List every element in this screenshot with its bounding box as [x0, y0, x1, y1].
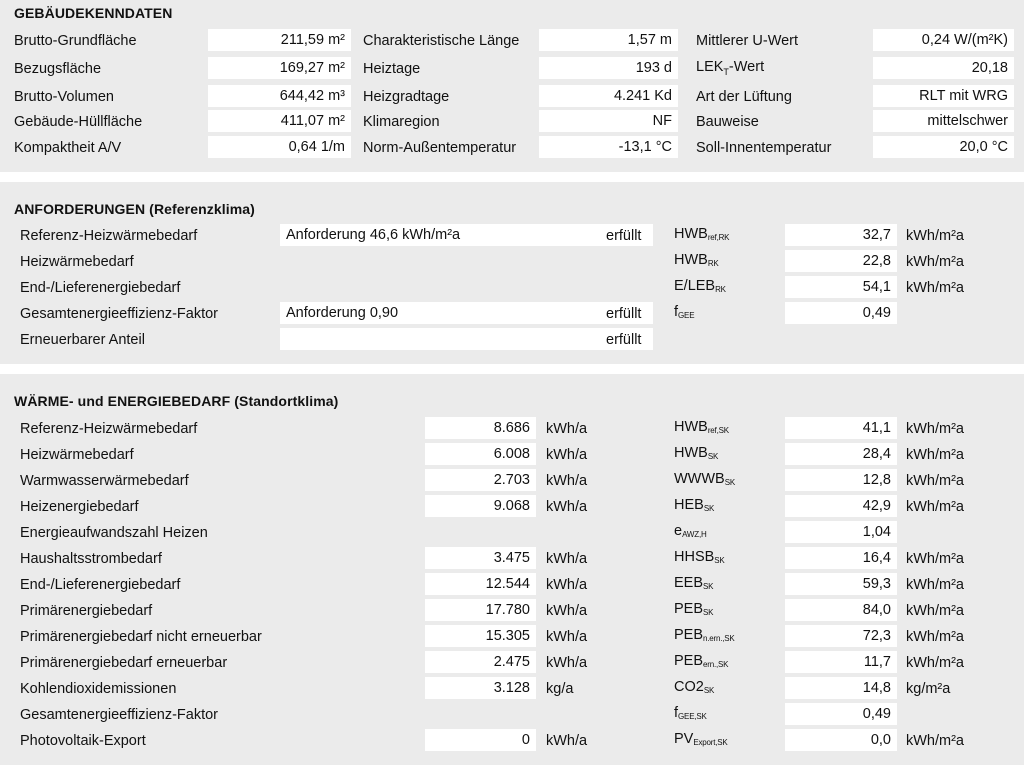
- kennzahl-unit: kWh/m²a: [906, 228, 964, 244]
- bedarf-unit: kWh/a: [546, 473, 588, 489]
- gebaeudekenndaten-heading: GEBÄUDEKENNDATEN: [14, 5, 173, 21]
- bedarf-value: 15.305: [425, 625, 536, 647]
- bedarf-value: 8.686: [425, 417, 536, 439]
- kennzahl-unit: kWh/m²a: [906, 577, 964, 593]
- kenndaten-label: Heiztage: [363, 61, 421, 77]
- kennzahl-symbol: $HWB_{ref,RK}$: [674, 226, 730, 242]
- kennzahl-symbol: $e_{AWZ,H}$: [674, 523, 707, 539]
- bedarf-label: Haushaltsstrombedarf: [20, 551, 162, 567]
- kenndaten-label: Art der Lüftung: [696, 89, 792, 105]
- bedarf-label: Gesamtenergieeffizienz-Faktor: [20, 707, 218, 723]
- kennzahl-unit: kWh/m²a: [906, 733, 964, 749]
- bedarf-label: Warmwasserwärmebedarf: [20, 473, 189, 489]
- kenndaten-value: RLT mit WRG: [873, 85, 1014, 107]
- kenndaten-label: Norm-Außentemperatur: [363, 140, 517, 156]
- kenndaten-label: Kompaktheit A/V: [14, 140, 122, 156]
- kennzahl-unit: kWh/m²a: [906, 473, 964, 489]
- kennzahl-symbol: $PEB_{SK}$: [674, 601, 714, 617]
- kennzahl-value: 28,4: [785, 443, 897, 465]
- kennzahl-symbol: $HHSB_{SK}$: [674, 549, 725, 565]
- kennzahl-unit: kg/m²a: [906, 681, 951, 697]
- status-erfuellt: erfüllt: [606, 306, 642, 322]
- bedarf-label: Primärenergiebedarf nicht erneuerbar: [20, 629, 262, 645]
- kennzahl-value: 14,8: [785, 677, 897, 699]
- kenndaten-label: Gebäude-Hüllfläche: [14, 114, 143, 130]
- kennzahl-value: 59,3: [785, 573, 897, 595]
- bedarf-value: 6.008: [425, 443, 536, 465]
- anforderung-box: [280, 328, 653, 350]
- kennzahl-symbol: $EEB_{SK}$: [674, 575, 714, 591]
- bedarf-unit: kWh/a: [546, 447, 588, 463]
- kenndaten-label: Heizgradtage: [363, 89, 450, 105]
- kennzahl-value: 32,7: [785, 224, 897, 246]
- bedarf-label: Heizwärmebedarf: [20, 447, 134, 463]
- kennzahl-symbol: $PV_{Export,SK}$: [674, 731, 728, 747]
- kennzahl-unit: kWh/m²a: [906, 499, 964, 515]
- kennzahl-symbol: $f_{GEE}$: [674, 304, 695, 320]
- bedarf-value: 2.475: [425, 651, 536, 673]
- kennzahl-symbol: $PEB_{n.ern.,SK}$: [674, 627, 735, 643]
- kennzahl-unit: kWh/m²a: [906, 629, 964, 645]
- kenndaten-value: 4.241 Kd: [539, 85, 678, 107]
- kennzahl-unit: kWh/m²a: [906, 421, 964, 437]
- kennzahl-unit: kWh/m²a: [906, 447, 964, 463]
- kennzahl-unit: kWh/m²a: [906, 551, 964, 567]
- kenndaten-value: 169,27 m²: [208, 57, 351, 79]
- kennzahl-symbol: $WWWB_{SK}$: [674, 471, 736, 487]
- kennzahl-value: 84,0: [785, 599, 897, 621]
- anforderung-label: Heizwärmebedarf: [20, 254, 134, 270]
- kenndaten-value: 211,59 m²: [208, 29, 351, 51]
- separator: [0, 364, 1024, 374]
- kennzahl-symbol: $HWB_{SK}$: [674, 445, 719, 461]
- kenndaten-label: Brutto-Volumen: [14, 89, 114, 105]
- bedarf-label: Photovoltaik-Export: [20, 733, 146, 749]
- kennzahl-value: 1,04: [785, 521, 897, 543]
- bedarf-value: 12.544: [425, 573, 536, 595]
- bedarf-value: 2.703: [425, 469, 536, 491]
- bedarf-unit: kWh/a: [546, 551, 588, 567]
- kenndaten-value: NF: [539, 110, 678, 132]
- kennzahl-value: 22,8: [785, 250, 897, 272]
- kennzahl-value: 0,49: [785, 302, 897, 324]
- kenndaten-value: 0,24 W/(m²K): [873, 29, 1014, 51]
- kennzahl-value: 11,7: [785, 651, 897, 673]
- kenndaten-label: Klimaregion: [363, 114, 440, 130]
- kenndaten-value: 20,0 °C: [873, 136, 1014, 158]
- anforderungen-heading: ANFORDERUNGEN (Referenzklima): [14, 201, 255, 217]
- kenndaten-label: Brutto-Grundfläche: [14, 33, 137, 49]
- bedarf-label: End-/Lieferenergiebedarf: [20, 577, 181, 593]
- kennzahl-unit: kWh/m²a: [906, 254, 964, 270]
- anforderung-label: Referenz-Heizwärmebedarf: [20, 228, 198, 244]
- kenndaten-value: 0,64 1/m: [208, 136, 351, 158]
- bedarf-unit: kg/a: [546, 681, 574, 697]
- bedarf-unit: kWh/a: [546, 499, 588, 515]
- kennzahl-value: 0,49: [785, 703, 897, 725]
- bedarf-label: Kohlendioxidemissionen: [20, 681, 177, 697]
- bedarf-label: Primärenergiebedarf erneuerbar: [20, 655, 228, 671]
- kennzahl-symbol: $E/LEB_{RK}$: [674, 278, 726, 294]
- kenndaten-value: 411,07 m²: [208, 110, 351, 132]
- kenndaten-value: 193 d: [539, 57, 678, 79]
- kenndaten-value: 644,42 m³: [208, 85, 351, 107]
- kenndaten-label: $LEK_T$-Wert: [696, 59, 765, 77]
- bedarf-value: 17.780: [425, 599, 536, 621]
- kennzahl-value: 42,9: [785, 495, 897, 517]
- bedarf-value: 3.475: [425, 547, 536, 569]
- kennzahl-value: 12,8: [785, 469, 897, 491]
- kennzahl-symbol: $f_{GEE,SK}$: [674, 705, 707, 721]
- bedarf-value: 3.128: [425, 677, 536, 699]
- bedarf-label: Primärenergiebedarf: [20, 603, 153, 619]
- kenndaten-label: Mittlerer U-Wert: [696, 33, 799, 49]
- kenndaten-value: 20,18: [873, 57, 1014, 79]
- bedarf-unit: kWh/a: [546, 577, 588, 593]
- kenndaten-label: Bezugsfläche: [14, 61, 102, 77]
- kennzahl-unit: kWh/m²a: [906, 655, 964, 671]
- anforderung-label: Erneuerbarer Anteil: [20, 332, 145, 348]
- separator: [0, 172, 1024, 182]
- anforderung-box: Anforderung 46,6 kWh/m²a: [280, 224, 653, 246]
- kennzahl-symbol: $HWB_{ref,SK}$: [674, 419, 729, 435]
- bedarf-label: Heizenergiebedarf: [20, 499, 139, 515]
- kenndaten-value: mittelschwer: [873, 110, 1014, 132]
- kennzahl-unit: kWh/m²a: [906, 603, 964, 619]
- bedarf-unit: kWh/a: [546, 421, 588, 437]
- bedarf-label: Referenz-Heizwärmebedarf: [20, 421, 198, 437]
- kenndaten-value: -13,1 °C: [539, 136, 678, 158]
- kenndaten-label: Charakteristische Länge: [363, 33, 520, 49]
- waermebedarf-heading: WÄRME- und ENERGIEBEDARF (Standortklima): [14, 393, 339, 409]
- kennzahl-value: 41,1: [785, 417, 897, 439]
- status-erfuellt: erfüllt: [606, 228, 642, 244]
- bedarf-unit: kWh/a: [546, 655, 588, 671]
- kenndaten-value: 1,57 m: [539, 29, 678, 51]
- kennzahl-symbol: $HWB_{RK}$: [674, 252, 719, 268]
- bedarf-unit: kWh/a: [546, 603, 588, 619]
- kenndaten-label: Soll-Innentemperatur: [696, 140, 832, 156]
- kennzahl-value: 0,0: [785, 729, 897, 751]
- bedarf-value: 9.068: [425, 495, 536, 517]
- anforderung-label: End-/Lieferenergiebedarf: [20, 280, 181, 296]
- kenndaten-label: Bauweise: [696, 114, 759, 130]
- anforderung-label: Gesamtenergieeffizienz-Faktor: [20, 306, 218, 322]
- bedarf-label: Energieaufwandszahl Heizen: [20, 525, 208, 541]
- kennzahl-symbol: $CO2_{SK}$: [674, 679, 715, 695]
- kennzahl-value: 72,3: [785, 625, 897, 647]
- kennzahl-value: 16,4: [785, 547, 897, 569]
- kennzahl-unit: kWh/m²a: [906, 280, 964, 296]
- anforderung-box: Anforderung 0,90: [280, 302, 653, 324]
- bedarf-value: 0: [425, 729, 536, 751]
- kennzahl-value: 54,1: [785, 276, 897, 298]
- kennzahl-symbol: $HEB_{SK}$: [674, 497, 715, 513]
- bedarf-unit: kWh/a: [546, 629, 588, 645]
- bedarf-unit: kWh/a: [546, 733, 588, 749]
- kennzahl-symbol: $PEB_{ern.,SK}$: [674, 653, 729, 669]
- status-erfuellt: erfüllt: [606, 332, 642, 348]
